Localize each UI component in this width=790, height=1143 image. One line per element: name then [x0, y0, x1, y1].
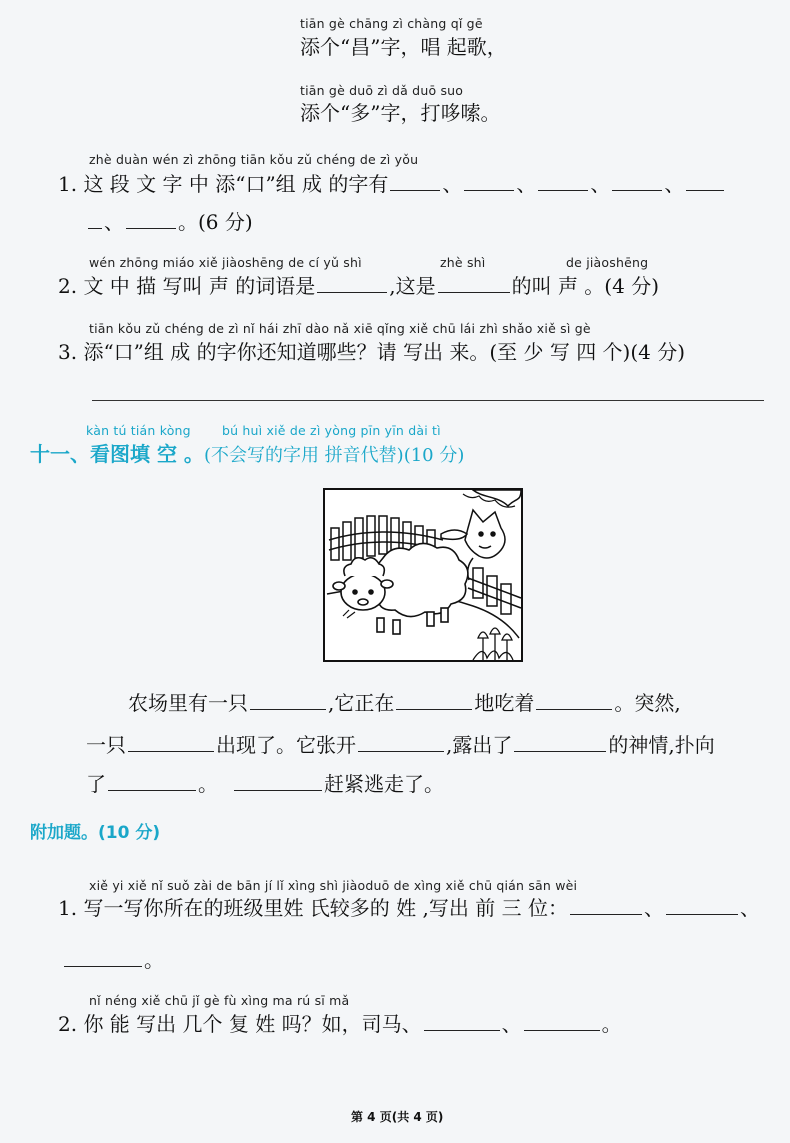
- q1-text: 1. 这 段 文 字 中 添“口”组 成 的字有: [58, 172, 389, 196]
- story-line3: [86, 772, 444, 796]
- extra-q1-blank-1[interactable]: [570, 896, 642, 915]
- q1-blank-4[interactable]: [612, 172, 662, 191]
- q3-text: 3. 添“口”组 成 的字你还知道哪些？请 写出 来。(至 少 写 四 个)(4 分): [58, 340, 686, 364]
- extra-q2-end: 。: [601, 1012, 622, 1036]
- story-text: 一只: [86, 733, 126, 757]
- story-text: 地吃着: [474, 691, 535, 715]
- story-blank-2[interactable]: [396, 691, 472, 710]
- q1-blank-5b[interactable]: [88, 210, 102, 229]
- story-text: ,它正在: [328, 691, 395, 715]
- story-text: 农场里有一只: [128, 691, 248, 715]
- story-blank-3[interactable]: [536, 691, 612, 710]
- story-blank-6[interactable]: [514, 733, 606, 752]
- q2-pinyin2: zhè shì: [440, 255, 486, 270]
- q2-blank-2[interactable]: [438, 274, 510, 293]
- extra-q1-pinyin: xiě yi xiě nǐ suǒ zài de bān jí lǐ xìng shì jiàoduō de xìng xiě chū qián sān wèi: [89, 878, 578, 893]
- extra-q1-blank-3[interactable]: [64, 948, 142, 967]
- q1-sep: 、: [590, 172, 611, 196]
- q1-blank-6[interactable]: [126, 210, 176, 229]
- extra-q2-text: 2. 你 能 写出 几个 复 姓 吗？如，司马、: [58, 1012, 422, 1036]
- extra-q2-sep: 、: [501, 1012, 522, 1036]
- extra-q1-line2: [62, 948, 164, 972]
- extra-q2-blank-2[interactable]: [524, 1012, 600, 1031]
- q2-mid: ,这是: [389, 274, 436, 298]
- q2-pinyin3: de jiàoshēng: [566, 255, 649, 270]
- poem-line2: 添个“多”字，打哆嗦。: [300, 101, 501, 125]
- poem-line1: 添个“昌”字，唱 起歌，: [300, 35, 507, 59]
- story-text: 出现了。它张开: [216, 733, 356, 757]
- story-text: 赶紧逃走了。: [324, 772, 444, 796]
- q1-blank-3[interactable]: [538, 172, 588, 191]
- extra-q1-blank-2[interactable]: [666, 896, 738, 915]
- q1-end: 。(6 分): [178, 210, 253, 234]
- story-blank-4[interactable]: [128, 733, 214, 752]
- poem-line2-pinyin: tiān gè duō zì dǎ duō suo: [300, 83, 464, 98]
- extra-q1-sep: 、: [739, 896, 760, 920]
- q3-answer-line[interactable]: [92, 400, 764, 401]
- q2-text: 2. 文 中 描 写叫 声 的词语是: [58, 274, 316, 298]
- q1-sep: 、: [664, 172, 685, 196]
- q2-line: [58, 274, 659, 298]
- q1-blank-2[interactable]: [464, 172, 514, 191]
- q2-pinyin: wén zhōng miáo xiě jiàoshēng de cí yǔ shì: [89, 255, 362, 270]
- extra-q1-line1: [58, 896, 760, 920]
- q1-blank-1[interactable]: [390, 172, 440, 191]
- story-text: 。: [198, 772, 218, 796]
- story-line1: [128, 691, 681, 715]
- story-text: 了: [86, 772, 106, 796]
- q2-blank-1[interactable]: [317, 274, 387, 293]
- q3-pinyin: tiān kǒu zǔ chéng de zì nǐ hái zhī dào nǎ xiē qǐng xiě chū lái zhì shǎo xiě sì gè: [89, 321, 591, 336]
- sec11-pinyin2: bú huì xiě de zì yòng pīn yīn dài tì: [222, 423, 441, 438]
- q1-line1: [58, 172, 726, 196]
- q1-sep: 、: [516, 172, 537, 196]
- sec11-note: (不会写的字用 拼音代替)(10 分): [203, 445, 465, 466]
- extra-q2-pinyin: nǐ néng xiě chū jǐ gè fù xìng ma rú sī mǎ: [89, 993, 350, 1008]
- story-text: ,露出了: [446, 733, 513, 757]
- story-text: 的神情,扑向: [608, 733, 715, 757]
- sec11-heading-line: [30, 442, 464, 468]
- extra-heading: 附加题。(10 分): [30, 823, 161, 843]
- story-blank-8[interactable]: [234, 772, 322, 791]
- story-blank-1[interactable]: [250, 691, 326, 710]
- q1-line2: [86, 210, 253, 234]
- q1-sep: 、: [442, 172, 463, 196]
- story-line2: [86, 733, 715, 757]
- story-blank-5[interactable]: [358, 733, 444, 752]
- q1-blank-5[interactable]: [686, 172, 724, 191]
- extra-q2-line: [58, 1012, 622, 1036]
- story-blank-7[interactable]: [108, 772, 196, 791]
- extra-q1-end: 。: [144, 948, 164, 972]
- story-text: 。突然,: [614, 691, 681, 715]
- page-footer: 第 4 页(共 4 页): [351, 1110, 444, 1124]
- poem-line1-pinyin: tiān gè chāng zì chàng qǐ gē: [300, 16, 483, 31]
- q1-sep: 、: [104, 210, 124, 234]
- extra-q1-text: 1. 写一写你所在的班级里姓 氏较多的 姓 ,写出 前 三 位：: [58, 896, 568, 920]
- extra-q2-blank-1[interactable]: [424, 1012, 500, 1031]
- sheep-picture: [323, 488, 523, 662]
- q2-end: 的叫 声 。(4 分): [511, 274, 659, 298]
- sec11-heading: 十一、看图填 空 。: [30, 442, 204, 466]
- extra-q1-sep: 、: [643, 896, 664, 920]
- q1-pinyin: zhè duàn wén zì zhōng tiān kǒu zǔ chéng de zì yǒu: [89, 152, 419, 167]
- sec11-pinyin: kàn tú tián kòng: [86, 423, 191, 438]
